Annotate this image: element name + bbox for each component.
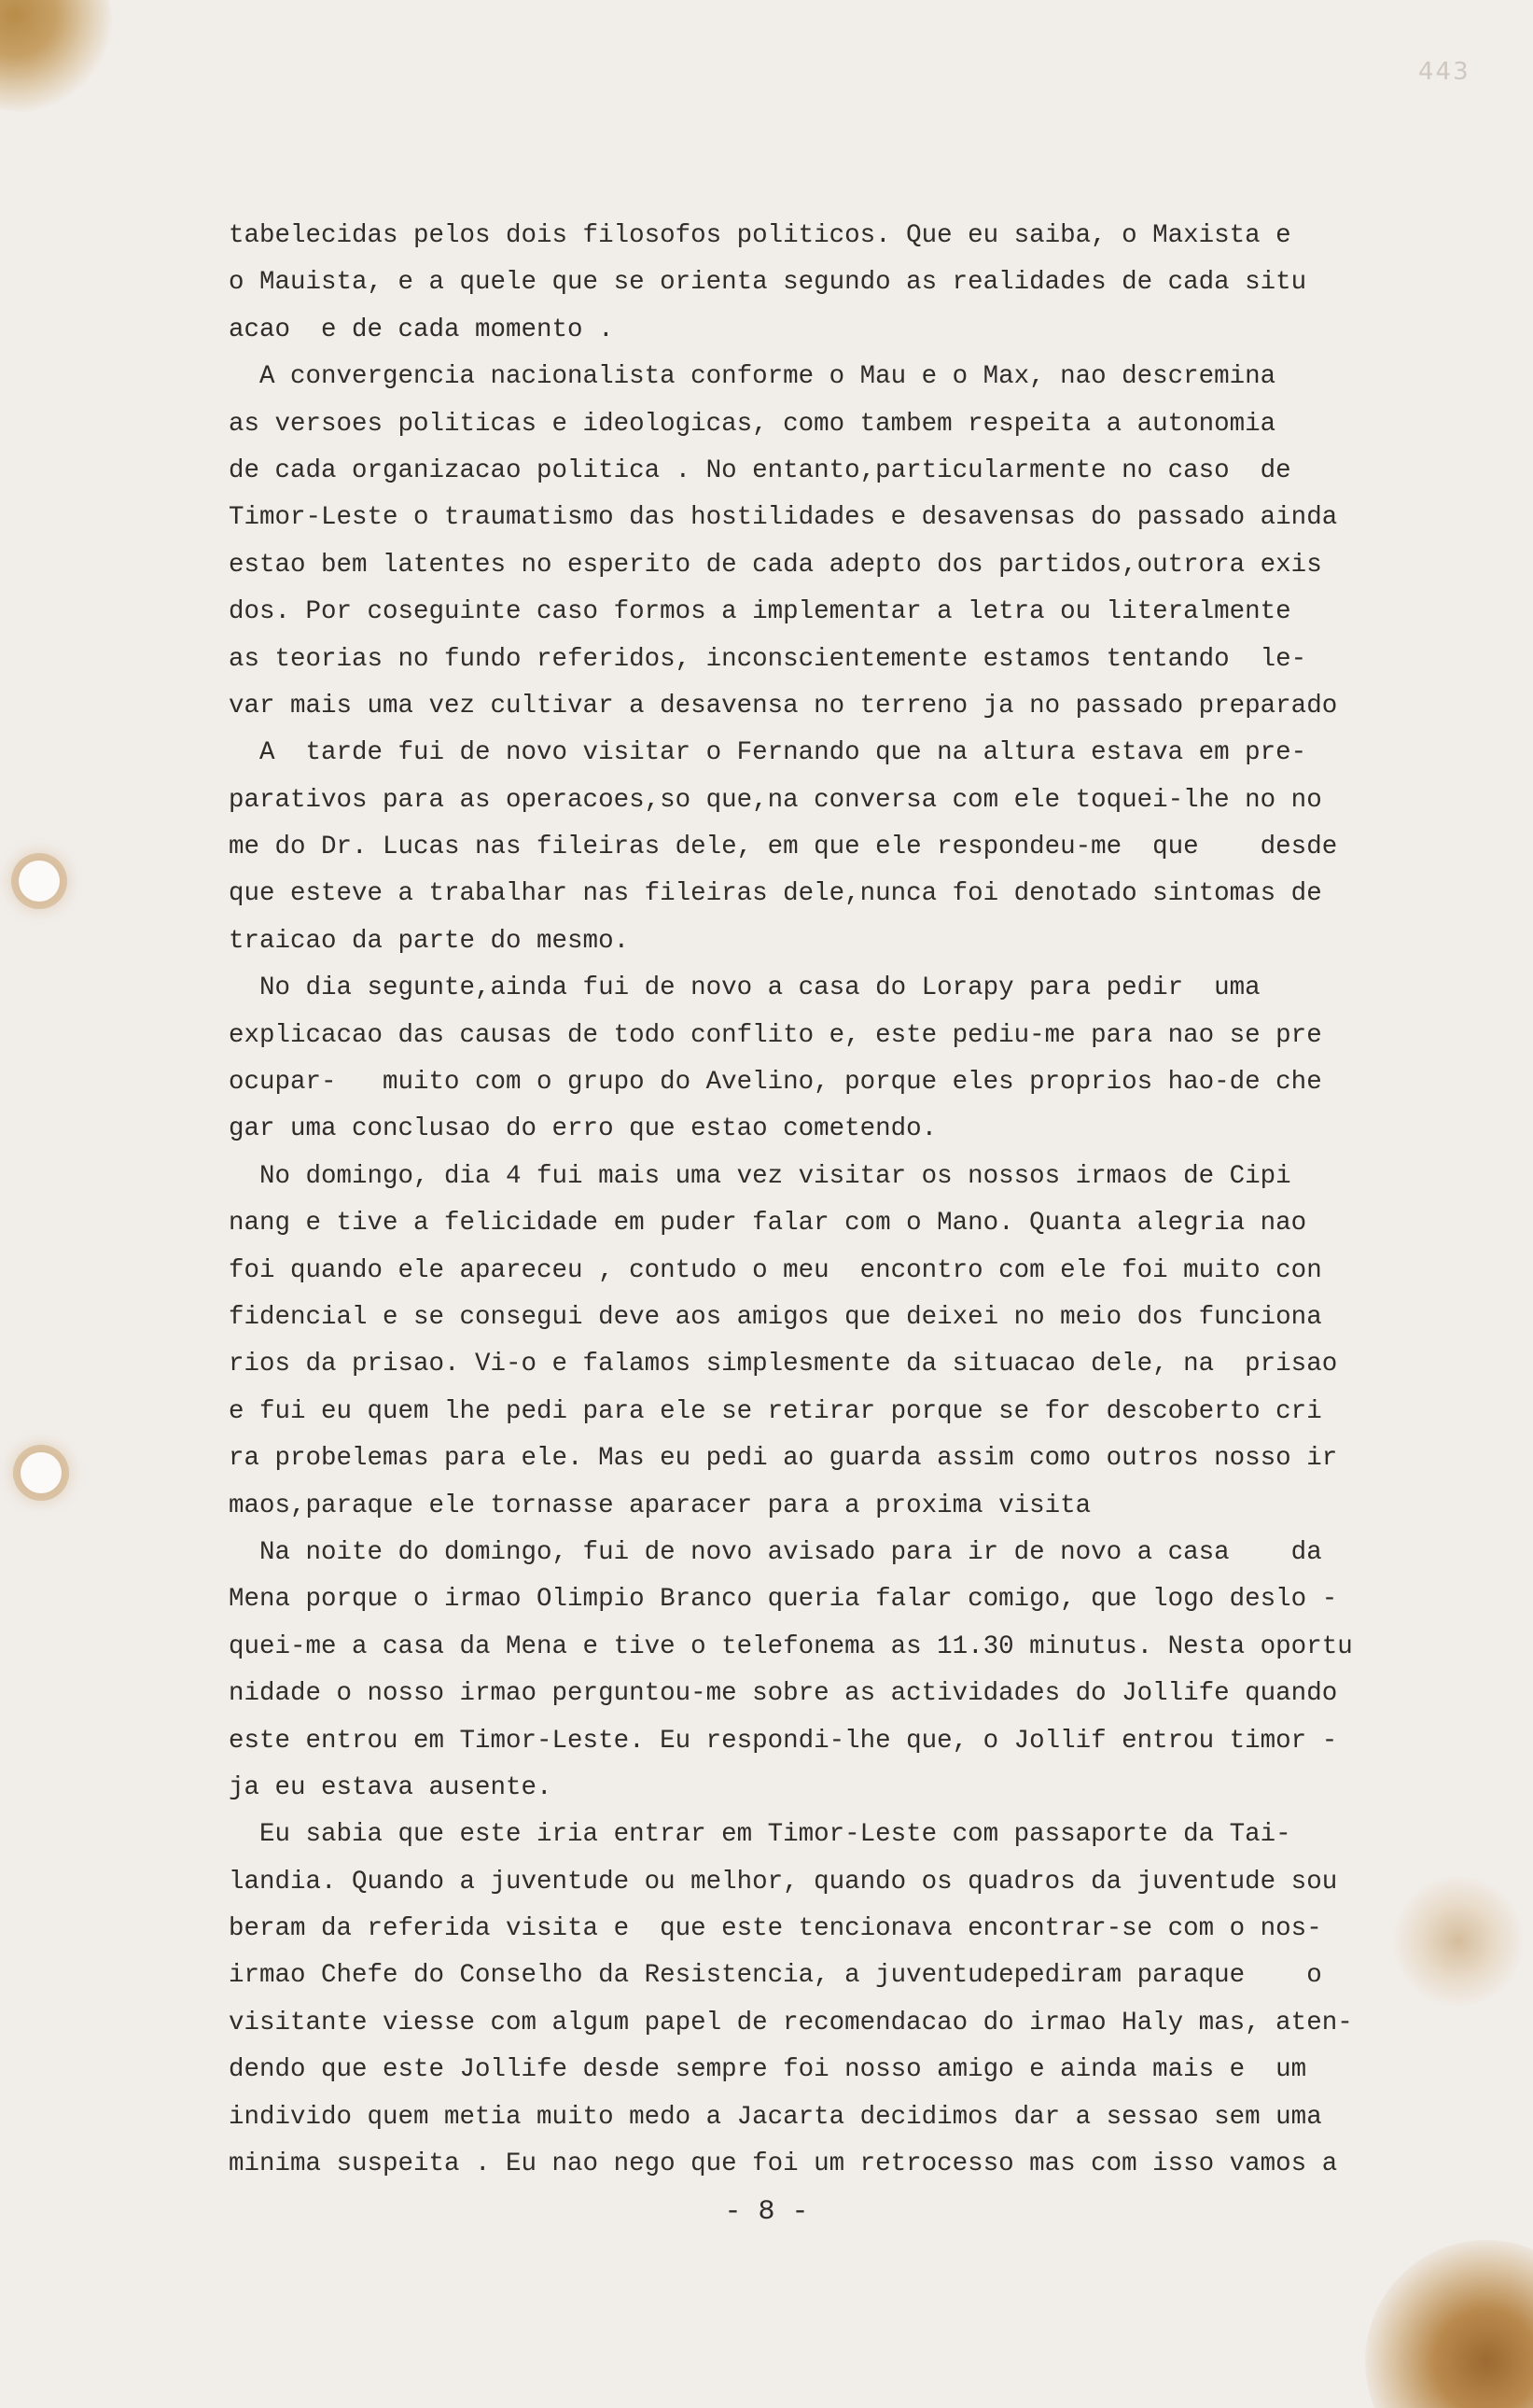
text-line: quei-me a casa da Mena e tive o telefonema as 11.30 minutus. Nesta oportu [229,1631,1353,1661]
punch-hole [19,861,60,902]
text-line: o Mauista, e a quele que se orienta segundo as realidades de cada situ [229,268,1307,298]
text-line: fidencial e se consegui deve aos amigos que deixei no meio dos funciona [229,1302,1322,1332]
typewritten-body [229,213,1376,2188]
text-line: que esteve a trabalhar nas fileiras dele,nunca foi denotado sintomas de [229,879,1322,909]
text-line: traicao da parte do mesmo. [229,926,630,956]
text-line: A convergencia nacionalista conforme o Mau e o Max, nao descremina [229,362,1276,392]
text-line: estao bem latentes no esperito de cada adepto dos partidos,outrora exis [229,550,1322,580]
text-line: landia. Quando a juventude ou melhor, quando os quadros da juventude sou [229,1867,1338,1897]
text-line: dendo que este Jollife desde sempre foi nosso amigo e ainda mais e um [229,2055,1307,2085]
text-line: dos. Por coseguinte caso formos a implementar a letra ou literalmente [229,597,1291,627]
text-line: as versoes politicas e ideologicas, como tambem respeita a autonomia [229,409,1276,439]
text-line: beram da referida visita e que este tencionava encontrar-se com o nos- [229,1914,1322,1944]
corner-stain [1365,2240,1533,2408]
text-line: e fui eu quem lhe pedi para ele se retirar porque se for descoberto cri [229,1396,1322,1426]
text-line: de cada organizacao politica . No entanto,particularmente no caso de [229,455,1291,485]
text-line: ocupar- muito com o grupo do Avelino, porque eles proprios hao-de che [229,1068,1322,1098]
text-line: nidade o nosso irmao perguntou-me sobre as actividades do Jollife quando [229,1679,1338,1709]
page-number: - 8 - [724,2196,809,2228]
text-line: No domingo, dia 4 fui mais uma vez visitar os nossos irmaos de Cipi [229,1161,1291,1191]
text-line: Na noite do domingo, fui de novo avisado para ir de novo a casa da [229,1537,1322,1567]
text-line: foi quando ele apareceu , contudo o meu encontro com ele foi muito con [229,1255,1322,1285]
text-line: Eu sabia que este iria entrar em Timor-Leste com passaporte da Tai- [229,1820,1291,1850]
text-line: rios da prisao. Vi-o e falamos simplesmente da situacao dele, na prisao [229,1350,1338,1379]
text-line: acao e de cada momento . [229,315,614,344]
text-line: visitante viesse com algum papel de recomendacao do irmao Haly mas, aten- [229,2008,1353,2037]
corner-stain [0,0,112,112]
text-line: irmao Chefe do Conselho da Resistencia, a juventudepediram paraque o [229,1961,1322,1991]
text-line: gar uma conclusao do erro que estao cometendo. [229,1114,938,1144]
text-line: parativos para as operacoes,so que,na conversa com ele toquei-lhe no no [229,785,1322,815]
text-line: Timor-Leste o traumatismo das hostilidades e desavensas do passado ainda [229,503,1338,533]
text-line: individo quem metia muito medo a Jacarta decidimos dar a sessao sem uma [229,2102,1322,2132]
text-line: Mena porque o irmao Olimpio Branco queria falar comigo, que logo deslo - [229,1585,1338,1615]
text-line: minima suspeita . Eu nao nego que foi um retrocesso mas com isso vamos a [229,2149,1338,2179]
text-line: No dia segunte,ainda fui de novo a casa do Lorapy para pedir uma [229,973,1261,1003]
text-line: as teorias no fundo referidos, inconscientemente estamos tentando le- [229,644,1307,674]
text-line: ra probelemas para ele. Mas eu pedi ao guarda assim como outros nosso ir [229,1444,1338,1474]
edge-stain [1393,1876,1524,2007]
text-line: este entrou em Timor-Leste. Eu respondi-lhe que, o Jollif entrou timor - [229,1726,1338,1756]
text-line: var mais uma vez cultivar a desavensa no terreno ja no passado preparado [229,691,1338,721]
text-line: nang e tive a felicidade em puder falar com o Mano. Quanta alegria nao [229,1209,1307,1239]
text-line: tabelecidas pelos dois filosofos politicos. Que eu saiba, o Maxista e [229,221,1291,250]
text-line: explicacao das causas de todo conflito e, este pediu-me para nao se pre [229,1020,1322,1050]
text-line: ja eu estava ausente. [229,1772,552,1802]
text-line: A tarde fui de novo visitar o Fernando que na altura estava em pre- [229,738,1307,768]
text-line: maos,paraque ele tornasse aparacer para a proxima visita [229,1491,1092,1520]
text-line: me do Dr. Lucas nas fileiras dele, em que ele respondeu-me que desde [229,833,1338,862]
archive-reference-number: 443 [1418,58,1470,86]
punch-hole [21,1452,62,1493]
